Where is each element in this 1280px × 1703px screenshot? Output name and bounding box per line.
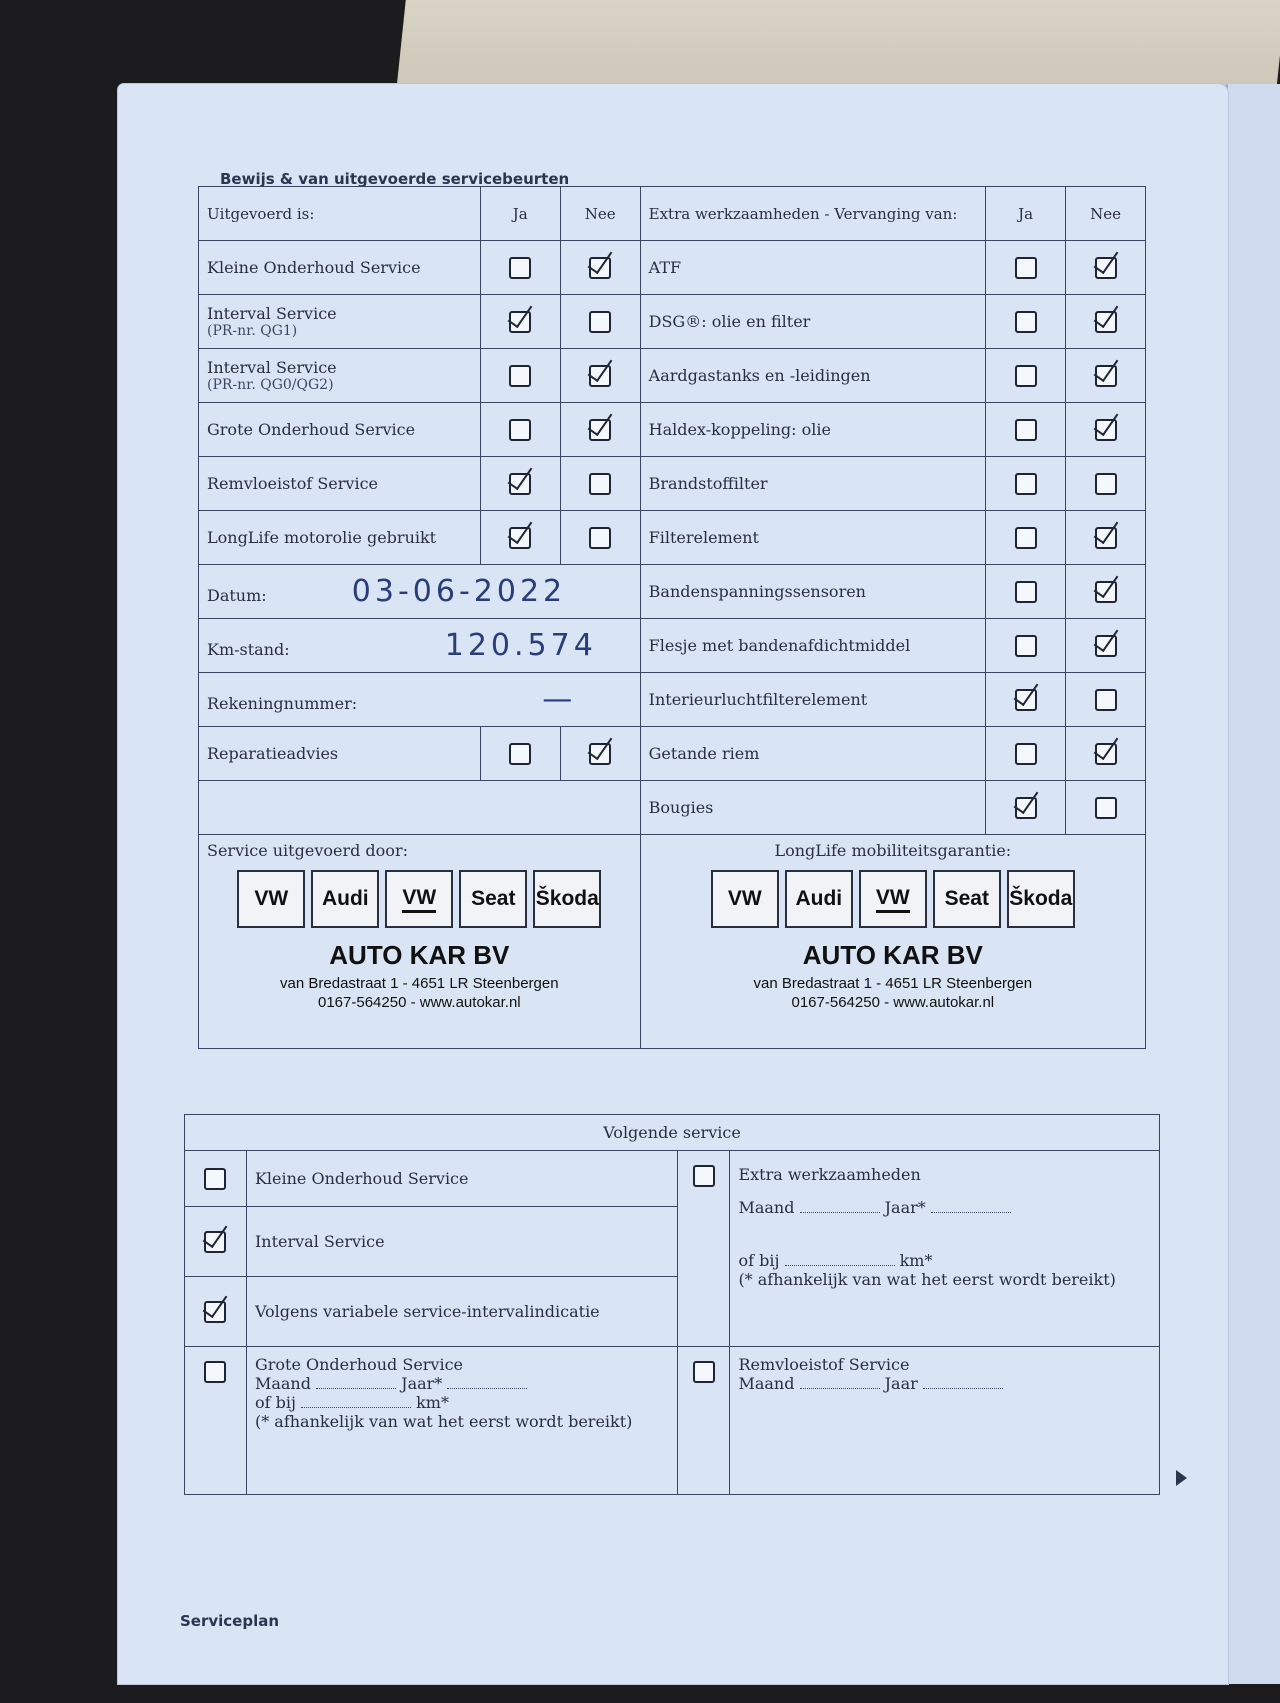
- checkbox-nee[interactable]: [589, 365, 611, 387]
- checkbox-ja[interactable]: [509, 527, 531, 549]
- invoice-number-label: Rekeningnummer:: [207, 694, 358, 713]
- checkbox[interactable]: [204, 1231, 226, 1253]
- left-col-ja: Ja: [480, 187, 560, 241]
- vw-commercial-logo: VW: [859, 870, 927, 928]
- checkbox[interactable]: [693, 1165, 715, 1187]
- checkbox-ja[interactable]: [1015, 743, 1037, 765]
- extra-row-label: Interieurluchtfilterelement: [640, 673, 986, 727]
- checkbox-nee[interactable]: [1095, 635, 1117, 657]
- extra-row-label: ATF: [640, 241, 986, 295]
- checkbox-ja[interactable]: [509, 473, 531, 495]
- next-service-title: Volgende service: [185, 1115, 1160, 1151]
- repair-advice-label: Reparatieadvies: [199, 727, 481, 781]
- checkbox[interactable]: [204, 1361, 226, 1383]
- checkbox-nee[interactable]: [1095, 311, 1117, 333]
- checkbox-ja[interactable]: [509, 419, 531, 441]
- extra-row-label: Getande riem: [640, 727, 986, 781]
- skoda-logo: Škoda: [1007, 870, 1075, 928]
- checkbox-nee[interactable]: [1095, 743, 1117, 765]
- extra-row-label: Haldex-koppeling: olie: [640, 403, 986, 457]
- footnote: (* afhankelijk van wat het eerst wordt bereikt): [254, 1412, 633, 1431]
- next-service-table: [184, 1114, 1160, 1495]
- right-col-nee: Nee: [1066, 187, 1146, 241]
- service-row-label: LongLife motorolie gebruikt: [199, 511, 481, 565]
- checkbox-ja[interactable]: [1015, 581, 1037, 603]
- extra-work-label: Extra werkzaamheden: [738, 1165, 921, 1184]
- checkbox-ja[interactable]: [1015, 365, 1037, 387]
- service-record-table: [198, 186, 1146, 1049]
- checkbox-ja[interactable]: [509, 743, 531, 765]
- km-label: Km-stand:: [207, 640, 290, 659]
- left-header-label: Uitgevoerd is:: [199, 187, 481, 241]
- checkbox[interactable]: [693, 1361, 715, 1383]
- page-title: Bewijs & van uitgevoerde servicebeurten: [220, 170, 570, 188]
- checkbox-nee[interactable]: [1095, 257, 1117, 279]
- dealer-stamp: AUTO KAR BV van Bredastraat 1 - 4651 LR Steenbergen 0167-564250 - www.autokar.nl: [280, 940, 559, 1011]
- checkbox-ja[interactable]: [509, 257, 531, 279]
- service-row-sub: (PR-nr. QG0/QG2): [207, 377, 334, 393]
- empty-row: [199, 781, 641, 835]
- service-row-label: Remvloeistof Service: [199, 457, 481, 511]
- checkbox-nee[interactable]: [1095, 473, 1117, 495]
- checkbox[interactable]: [204, 1301, 226, 1323]
- or-at-label: of bij: [254, 1393, 296, 1412]
- service-row-label: Interval Service: [207, 304, 337, 323]
- year-label: Jaar: [884, 1374, 918, 1393]
- vw-commercial-logo: VW: [385, 870, 453, 928]
- audi-logo: Audi: [785, 870, 853, 928]
- km-label: km*: [899, 1251, 933, 1270]
- checkbox-nee[interactable]: [1095, 581, 1117, 603]
- checkbox-nee[interactable]: [589, 257, 611, 279]
- checkbox-nee[interactable]: [589, 311, 611, 333]
- checkbox-nee[interactable]: [1095, 527, 1117, 549]
- year-label: Jaar*: [401, 1374, 443, 1393]
- brand-logos: [207, 870, 632, 928]
- checkbox-nee[interactable]: [589, 473, 611, 495]
- extra-row-label: Flesje met bandenafdichtmiddel: [640, 619, 986, 673]
- date-value[interactable]: 03-06-2022: [351, 574, 567, 609]
- next-row-label: Volgens variabele service-intervalindicatie: [246, 1277, 678, 1347]
- seat-logo: Seat: [459, 870, 527, 928]
- invoice-number-value[interactable]: —: [542, 682, 573, 717]
- checkbox-ja[interactable]: [1015, 635, 1037, 657]
- month-label: Maand: [738, 1374, 795, 1393]
- extra-row-label: DSG®: olie en filter: [640, 295, 986, 349]
- extra-row-label: Filterelement: [640, 511, 986, 565]
- next-page-edge: [1226, 84, 1280, 1684]
- km-value[interactable]: 120.574: [444, 628, 597, 663]
- next-row-label: Interval Service: [246, 1207, 678, 1277]
- checkbox-ja[interactable]: [509, 365, 531, 387]
- service-booklet-page: [118, 84, 1228, 1684]
- extra-row-label: Aardgastanks en -leidingen: [640, 349, 986, 403]
- service-row-label: Kleine Onderhoud Service: [199, 241, 481, 295]
- service-row-label: Grote Onderhoud Service: [199, 403, 481, 457]
- checkbox-nee[interactable]: [589, 419, 611, 441]
- checkbox-ja[interactable]: [1015, 257, 1037, 279]
- service-row-sub: (PR-nr. QG1): [207, 323, 298, 339]
- skoda-logo: Škoda: [533, 870, 601, 928]
- vw-logo: VW: [711, 870, 779, 928]
- checkbox-ja[interactable]: [1015, 689, 1037, 711]
- audi-logo: Audi: [311, 870, 379, 928]
- checkbox-nee[interactable]: [1095, 797, 1117, 819]
- checkbox-ja[interactable]: [1015, 797, 1037, 819]
- checkbox-nee[interactable]: [1095, 365, 1117, 387]
- next-row-label: Remvloeistof Service: [738, 1355, 910, 1374]
- or-at-label: of bij: [738, 1251, 780, 1270]
- checkbox-ja[interactable]: [1015, 473, 1037, 495]
- next-page-arrow-icon: [1176, 1470, 1187, 1486]
- year-label: Jaar*: [884, 1198, 926, 1217]
- month-label: Maand: [738, 1198, 795, 1217]
- left-col-nee: Nee: [560, 187, 640, 241]
- extra-row-label: Bougies: [640, 781, 986, 835]
- service-row-label: Interval Service: [207, 358, 337, 377]
- checkbox[interactable]: [204, 1168, 226, 1190]
- checkbox-ja[interactable]: [1015, 311, 1037, 333]
- checkbox-nee[interactable]: [589, 743, 611, 765]
- checkbox-nee[interactable]: [1095, 689, 1117, 711]
- month-label: Maand: [254, 1374, 311, 1393]
- footnote: (* afhankelijk van wat het eerst wordt bereikt): [738, 1270, 1116, 1289]
- brand-logos: [649, 870, 1137, 928]
- seat-logo: Seat: [933, 870, 1001, 928]
- service-performed-by-label: Service uitgevoerd door:: [207, 841, 408, 860]
- checkbox-ja[interactable]: [509, 311, 531, 333]
- longlife-mobility-label: LongLife mobiliteitsgarantie:: [774, 841, 1012, 860]
- checkbox-ja[interactable]: [1015, 419, 1037, 441]
- extra-row-label: Brandstoffilter: [640, 457, 986, 511]
- checkbox-ja[interactable]: [1015, 527, 1037, 549]
- next-row-label: Kleine Onderhoud Service: [246, 1151, 678, 1207]
- right-header-label: Extra werkzaamheden - Vervanging van:: [640, 187, 986, 241]
- checkbox-nee[interactable]: [589, 527, 611, 549]
- dealer-stamp: AUTO KAR BV van Bredastraat 1 - 4651 LR Steenbergen 0167-564250 - www.autokar.nl: [753, 940, 1033, 1011]
- page-footer: Serviceplan: [180, 1612, 280, 1630]
- km-label: km*: [416, 1393, 449, 1412]
- extra-row-label: Bandenspanningssensoren: [640, 565, 986, 619]
- checkbox-nee[interactable]: [1095, 419, 1117, 441]
- right-col-ja: Ja: [986, 187, 1066, 241]
- next-row-label: Grote Onderhoud Service: [254, 1355, 464, 1374]
- date-label: Datum:: [207, 586, 267, 605]
- vw-logo: VW: [237, 870, 305, 928]
